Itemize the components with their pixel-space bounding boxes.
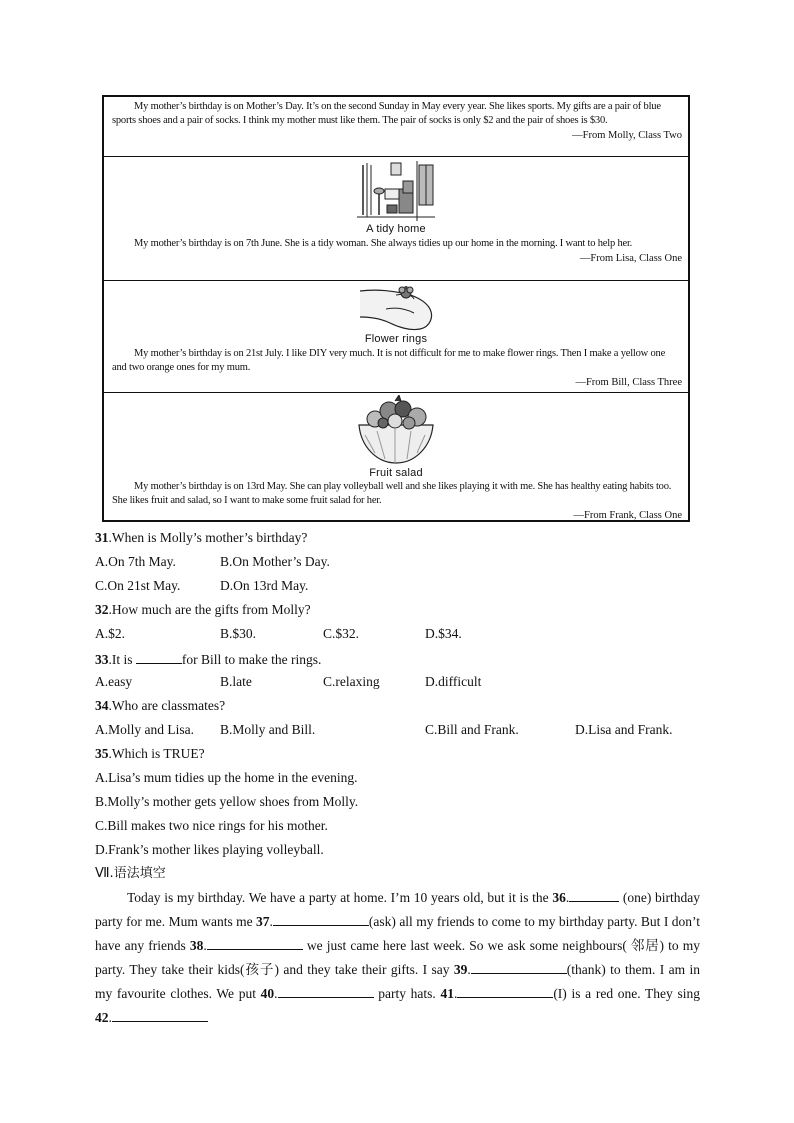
question-35 (95, 746, 205, 762)
q32-option-b[interactable]: B.$30. (220, 626, 257, 641)
molly-from: —From Molly, Class Two (572, 130, 682, 141)
blank-38[interactable] (207, 936, 303, 950)
blank-36-number: 36 (552, 890, 566, 905)
section-frank (104, 393, 688, 522)
cloze-text-7: (I) is a red one. They sing (553, 986, 700, 1001)
q34-option-d[interactable]: D.Lisa and Frank. (575, 722, 673, 737)
section-7-title: Ⅶ.语法填空 (95, 866, 166, 881)
blank-41[interactable] (457, 984, 553, 998)
question-33-stem-a: .It is (108, 652, 136, 667)
question-34 (95, 698, 225, 714)
question-35-stem: .Which is TRUE? (108, 746, 205, 761)
bill-from: —From Bill, Class Three (575, 377, 682, 388)
lisa-text: My mother’s birthday is on 7th June. She is a tidy woman. She always tidies up our home in the morning. I want to help her. (134, 238, 633, 249)
question-34-number: 34 (95, 698, 109, 713)
bill-text: My mother’s birthday is on 21st July. I like DIY very much. It is not difficult for me to make flower rings. Then I make a yellow one and two orange ones for my mum. (112, 348, 666, 373)
tidy-home-picture (355, 159, 437, 223)
q31-option-b[interactable]: B.On Mother’s Day. (220, 554, 330, 569)
blank-38-number: 38 (189, 938, 204, 953)
section-bill (104, 281, 688, 393)
section-molly (104, 97, 688, 157)
question-32 (95, 602, 311, 618)
cloze-text-5: (thank) to them. I am in my favourite clothes. We put (95, 962, 700, 1001)
blank-41-number: 41 (440, 986, 454, 1001)
q35-option-a[interactable]: A.Lisa’s mum tidies up the home in the evening. (95, 770, 358, 785)
fruit-salad-picture (355, 395, 437, 469)
section-lisa (104, 157, 688, 281)
q32-option-c[interactable]: C.$32. (323, 626, 360, 641)
q35-option-c[interactable]: C.Bill makes two nice rings for his mother. (95, 818, 328, 833)
q35-option-b[interactable]: B.Molly’s mother gets yellow shoes from Molly. (95, 794, 359, 809)
blank-42[interactable] (112, 1008, 208, 1022)
q33-option-c[interactable]: C.relaxing (323, 674, 380, 689)
q34-option-c[interactable]: C.Bill and Frank. (425, 722, 519, 737)
blank-39-number: 39 (453, 962, 468, 977)
molly-text: My mother’s birthday is on Mother’s Day. It’s on the second Sunday in May every year. She likes sports. My gifts are a pair of blue sports shoes and a pair of socks. I think my mother must like them. The pair of socks is only $2 and the pair of shoes is $30. (112, 101, 661, 126)
q35-option-d[interactable]: D.Frank’s mother likes playing volleyball. (95, 842, 324, 857)
q33-option-d[interactable]: D.difficult (425, 674, 482, 689)
frank-from: —From Frank, Class One (573, 510, 682, 521)
blank-40-number: 40 (260, 986, 275, 1001)
q33-option-a[interactable]: A.easy (95, 674, 133, 689)
question-34-stem: .Who are classmates? (108, 698, 226, 713)
q31-option-d[interactable]: D.On 13rd May. (220, 578, 309, 593)
q34-option-a[interactable]: A.Molly and Lisa. (95, 722, 194, 737)
question-31 (95, 530, 307, 546)
blank-40[interactable] (278, 984, 374, 998)
cloze-text-1: Today is my birthday. We have a party at home. I’m 10 years old, but it is the (127, 890, 553, 905)
cloze-text-6: party hats. (373, 986, 441, 1001)
blank-39[interactable] (471, 960, 567, 974)
blank-37-number: 37 (256, 914, 270, 929)
question-35-number: 35 (95, 746, 109, 761)
question-33-blank[interactable] (136, 650, 182, 664)
question-31-number: 31 (95, 530, 109, 545)
question-33-stem-b: for Bill to make the rings. (181, 652, 322, 667)
question-32-stem: .How much are the gifts from Molly? (108, 602, 311, 617)
cloze-text-2: (one) birthday party for me. Mum wants me (95, 890, 700, 929)
q33-option-b[interactable]: B.late (220, 674, 252, 689)
frank-text: My mother’s birthday is on 13rd May. She can play volleyball well and she likes playing it with me. She has healthy eating habits too. She likes fruit and salad, so I want to make some fruit salad for her. (112, 481, 672, 506)
reading-box (102, 95, 690, 522)
q32-option-a[interactable]: A.$2. (95, 626, 125, 641)
lisa-from: —From Lisa, Class One (579, 253, 682, 264)
question-33-number: 33 (95, 652, 109, 667)
blank-42-number: 42 (95, 1010, 109, 1025)
question-31-stem: .When is Molly’s mother’s birthday? (108, 530, 308, 545)
flower-ring-picture (356, 283, 436, 333)
cloze-passage: Today is my birthday. We have a party at home. I’m 10 years old, but it is the 36. (one) birthday party for me. Mum wants me 37. (ask) all my friends to come to my birthday party. But I don’t have any friends 38. we just came here last week. So we ask some neighbours( 邻居) to my party. They take their kids(孩子) and they take their gifts. I say 39. (thank) to them. I am in my favourite clothes. We put 40. party hats. 41. (I) is a red one. They sing 42. (95, 890, 701, 1025)
q32-option-d[interactable]: D.$34. (425, 626, 462, 641)
frank-caption: Fruit salad (369, 467, 423, 479)
q31-option-a[interactable]: A.On 7th May. (95, 554, 176, 569)
cloze-text-3: (ask) all my friends to come to my birthday party. But I don’t have any friends (95, 914, 701, 953)
question-32-number: 32 (95, 602, 109, 617)
lisa-caption: A tidy home (366, 223, 426, 235)
blank-37[interactable] (273, 912, 369, 926)
q31-option-c[interactable]: C.On 21st May. (95, 578, 181, 593)
q34-option-b[interactable]: B.Molly and Bill. (220, 722, 316, 737)
blank-36[interactable] (569, 888, 619, 902)
bill-caption: Flower rings (364, 333, 428, 345)
cloze-text-4: we just came here last week. So we ask some neighbours( 邻居) to my party. They take their kids(孩子) and they take their gifts. I say (95, 938, 700, 977)
question-33 (95, 650, 321, 668)
